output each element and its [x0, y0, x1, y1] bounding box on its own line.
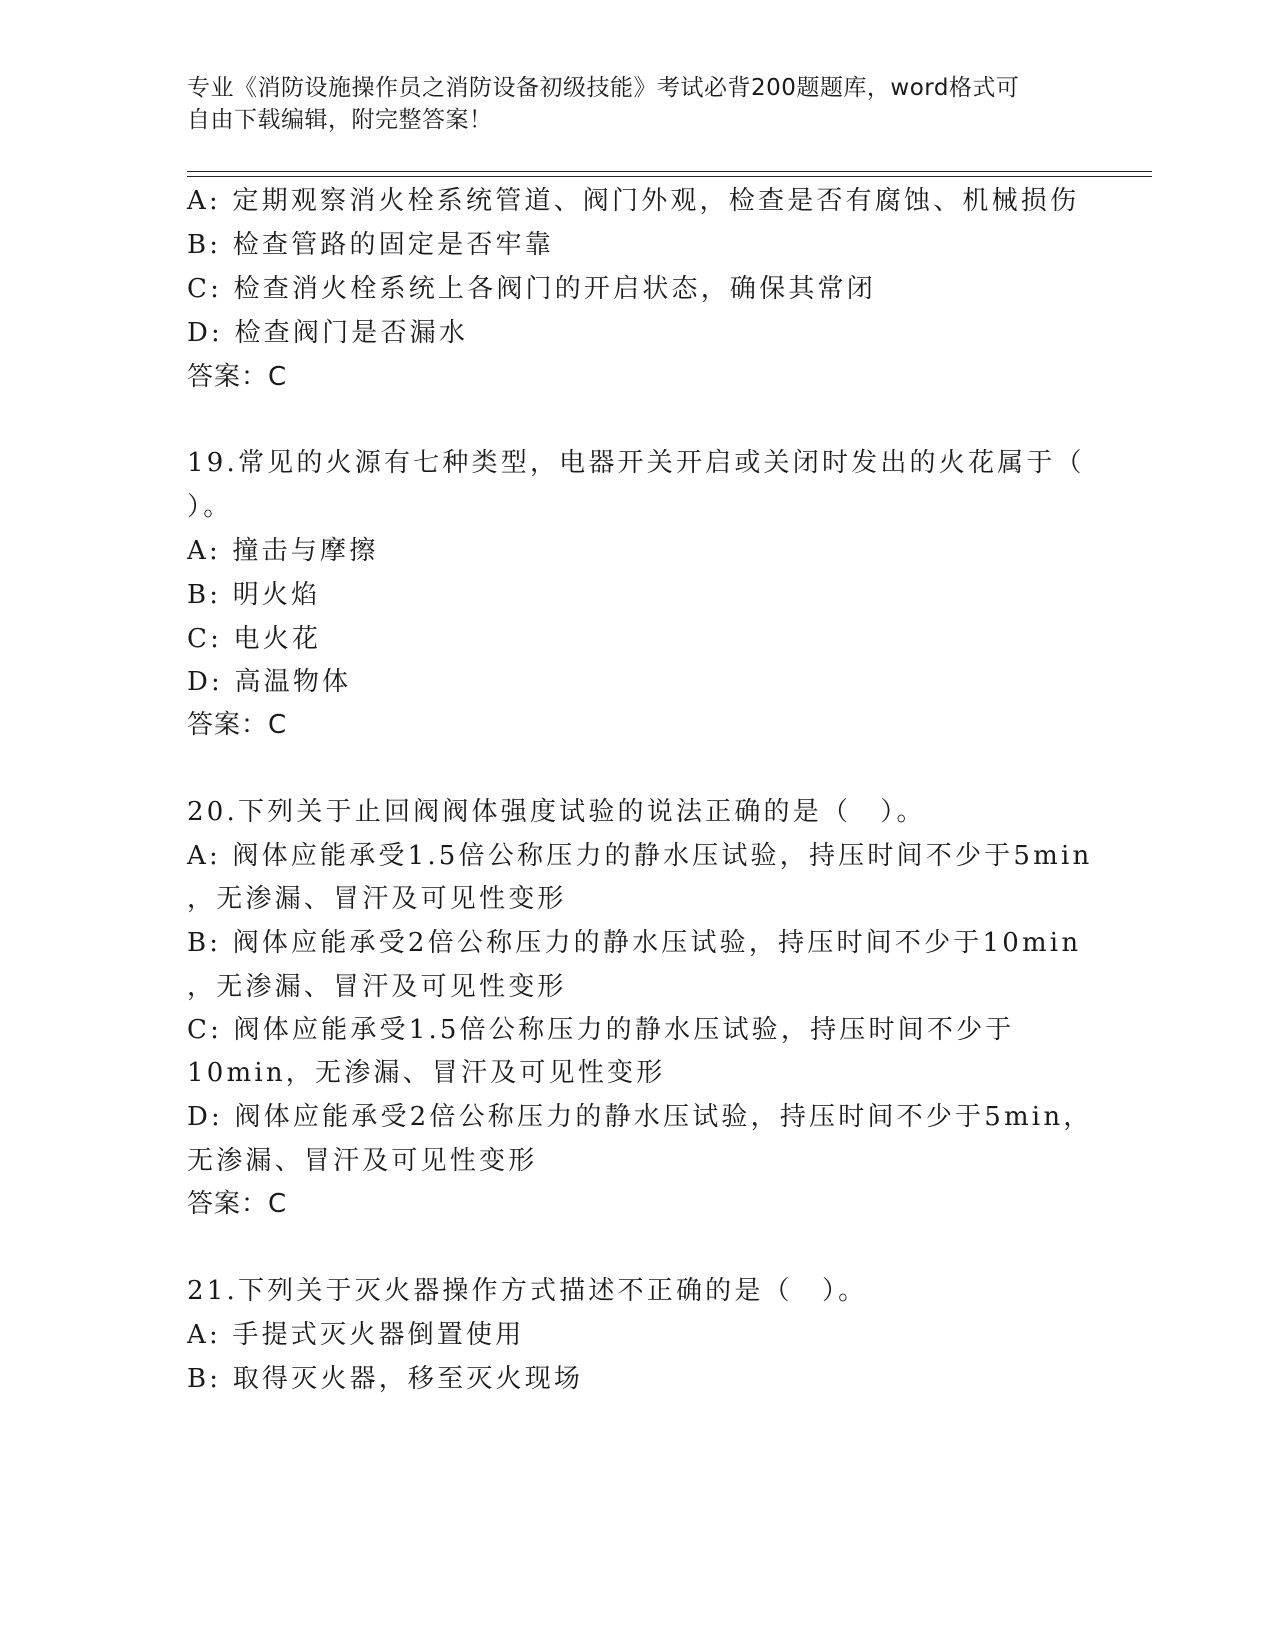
q20-option-b-line-1: B: 阀体应能承受2倍公称压力的静水压试验，持压时间不少于10min — [187, 928, 1082, 958]
document-header — [187, 72, 1147, 136]
q20-option-d-line-2: 无渗漏、冒汗及可见性变形 — [187, 1146, 538, 1176]
header-title-line-1: 专业《消防设施操作员之消防设备初级技能》考试必背200题题库，word格式可 — [187, 75, 1020, 101]
q20-answer: 答案：C — [187, 1189, 288, 1219]
q19-stem-line-1: 19.常见的火源有七种类型，电器开关开启或关闭时发出的火花属于（ — [187, 448, 1085, 478]
q21-stem: 21.下列关于灭火器操作方式描述不正确的是（ ）。 — [187, 1276, 868, 1306]
q20-option-d-line-1: D: 阀体应能承受2倍公称压力的静水压试验，持压时间不少于5min， — [187, 1102, 1093, 1132]
q20-option-c-line-1: C: 阀体应能承受1.5倍公称压力的静水压试验，持压时间不少于 — [187, 1015, 1015, 1045]
q20-option-b-line-2: ，无渗漏、冒汗及可见性变形 — [187, 972, 567, 1002]
q19-option-a: A: 撞击与摩擦 — [187, 536, 379, 566]
q19-option-d: D: 高温物体 — [187, 667, 352, 697]
q21-option-b: B: 取得灭火器，移至灭火现场 — [187, 1364, 584, 1394]
q20-option-a-line-1: A: 阀体应能承受1.5倍公称压力的静水压试验，持压时间不少于5min — [187, 841, 1093, 871]
q18-option-d: D: 检查阀门是否漏水 — [187, 318, 469, 348]
q19-option-b: B: 明火焰 — [187, 580, 321, 610]
q19-option-c: C: 电火花 — [187, 624, 322, 654]
q18-option-a: A: 定期观察消火栓系统管道、阀门外观，检查是否有腐蚀、机械损伤 — [187, 186, 1080, 216]
q19-answer: 答案：C — [187, 710, 288, 740]
q19-stem-line-2: ）。 — [187, 492, 233, 522]
q18-option-b: B: 检查管路的固定是否牢靠 — [187, 230, 554, 260]
header-divider-top — [187, 171, 1152, 172]
q20-option-a-line-2: ，无渗漏、冒汗及可见性变形 — [187, 884, 567, 914]
q20-option-c-line-2: 10min，无渗漏、冒汗及可见性变形 — [187, 1058, 666, 1088]
header-title-line-2: 自由下载编辑，附完整答案！ — [187, 107, 493, 133]
q20-stem: 20.下列关于止回阀阀体强度试验的说法正确的是（ ）。 — [187, 797, 926, 827]
q21-option-a: A: 手提式灭火器倒置使用 — [187, 1320, 525, 1350]
q18-option-c: C: 检查消火栓系统上各阀门的开启状态，确保其常闭 — [187, 274, 876, 304]
q18-answer: 答案：C — [187, 362, 288, 392]
header-divider-bottom — [187, 176, 1152, 177]
